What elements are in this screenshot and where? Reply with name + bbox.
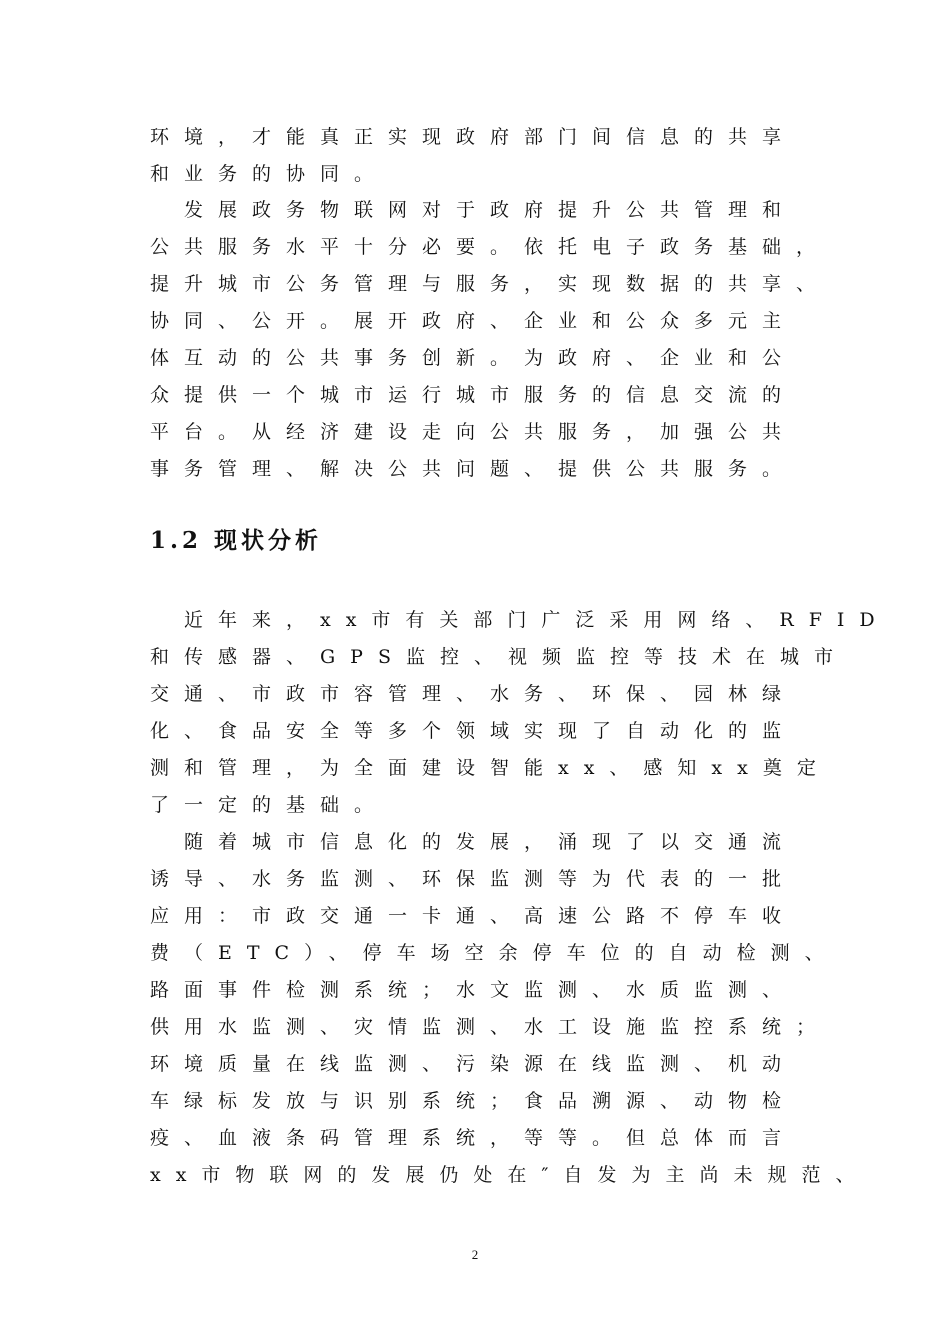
body-text-line: 平台。从经济建设走向公共服务，加强公共 — [150, 421, 797, 443]
body-text-line: 应用：市政交通一卡通、高速公路不停车收 — [150, 905, 797, 927]
body-text-line: 交通、市政市容管理、水务、环保、园林绿 — [150, 683, 797, 705]
body-text-line: 众提供一个城市运行城市服务的信息交流的 — [150, 384, 797, 406]
body-text-line: 近年来，xx市有关部门广泛采用网络、RFID — [184, 609, 890, 631]
body-text-line: 事务管理、解决公共问题、提供公共服务。 — [150, 458, 797, 480]
body-text-line: 发展政务物联网对于政府提升公共管理和 — [184, 199, 797, 221]
body-text-line: 了一定的基础。 — [150, 794, 389, 816]
body-text-line: 化、食品安全等多个领域实现了自动化的监 — [150, 720, 797, 742]
body-text-line: 诱导、水务监测、环保监测等为代表的一批 — [150, 868, 797, 890]
body-text-line: xx市物联网的发展仍处在″自发为主尚未规范、 — [150, 1164, 870, 1186]
body-text-line: 公共服务水平十分必要。依托电子政务基础， — [150, 236, 831, 258]
body-text-line: 疫、血液条码管理系统，等等。但总体而言 — [150, 1127, 797, 1149]
body-text-line: 和传感器、GPS监控、视频监控等技术在城市 — [150, 646, 848, 668]
body-text-line: 测和管理，为全面建设智能xx、感知xx奠定 — [150, 757, 831, 779]
body-text-line: 协同、公开。展开政府、企业和公众多元主 — [150, 310, 797, 332]
body-text-line: 费（ETC）、停车场空余停车位的自动检测、 — [150, 942, 839, 964]
page-number: 2 — [471, 1247, 479, 1262]
body-text-line: 提升城市公务管理与服务，实现数据的共享、 — [150, 273, 831, 295]
section-heading: 1.2 现状分析 — [150, 527, 323, 554]
body-text-line: 车绿标发放与识别系统；食品溯源、动物检 — [150, 1090, 797, 1112]
body-text-line: 和业务的协同。 — [150, 163, 389, 185]
body-text-line: 供用水监测、灾情监测、水工设施监控系统； — [150, 1016, 831, 1038]
body-text-line: 体互动的公共事务创新。为政府、企业和公 — [150, 347, 797, 369]
body-text-line: 随着城市信息化的发展，涌现了以交通流 — [184, 831, 797, 853]
body-text-line: 路面事件检测系统；水文监测、水质监测、 — [150, 979, 797, 1001]
body-text-line: 环境质量在线监测、污染源在线监测、机动 — [150, 1053, 797, 1075]
body-text-line: 环境，才能真正实现政府部门间信息的共享 — [150, 126, 797, 148]
